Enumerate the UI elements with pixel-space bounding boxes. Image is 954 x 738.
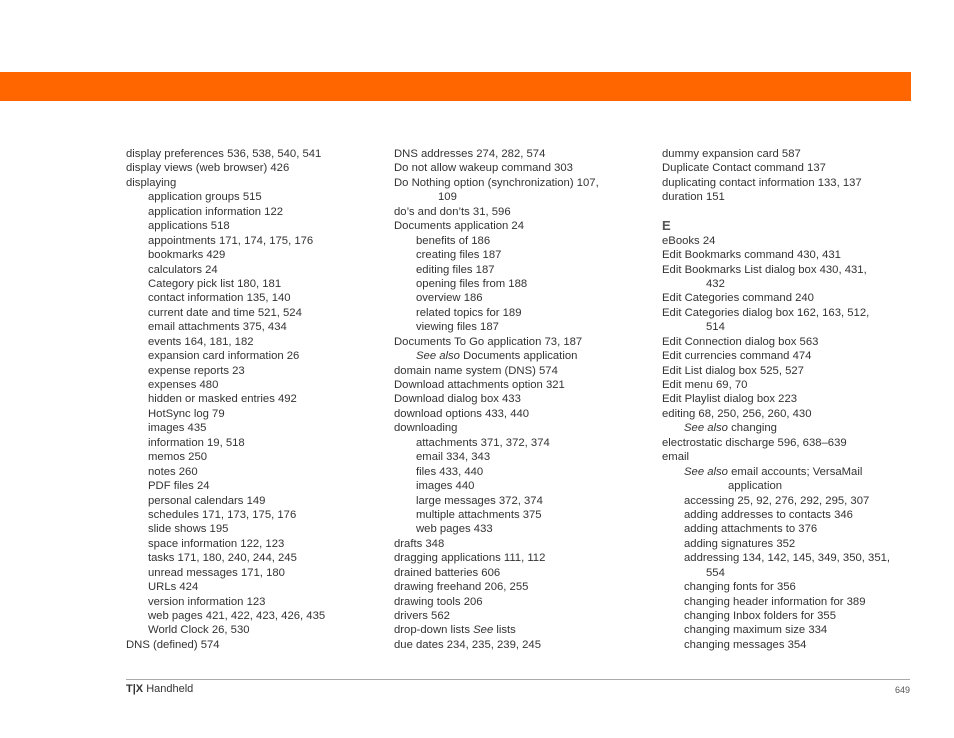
index-subentry (126, 421, 325, 435)
index-subentry (662, 522, 890, 536)
index-continuation (662, 479, 890, 493)
see-reference: See also (684, 422, 728, 435)
index-entry (394, 551, 599, 565)
entry-text: Do not allow wakeup command 303 (394, 162, 573, 175)
entry-text: duration 151 (662, 191, 725, 204)
index-entry (394, 609, 599, 623)
index-entry (126, 176, 325, 190)
index-entry (126, 161, 325, 175)
entry-text: adding signatures 352 (684, 537, 796, 550)
index-continuation (662, 320, 890, 334)
index-subentry (394, 291, 599, 305)
index-subentry (662, 508, 890, 522)
index-entry (662, 161, 890, 175)
entry-text: Edit Categories command 240 (662, 292, 814, 305)
index-subentry (126, 349, 325, 363)
entry-text: Edit List dialog box 525, 527 (662, 364, 804, 377)
entry-text: files 433, 440 (416, 465, 484, 478)
index-entry (662, 234, 890, 248)
entry-text: attachments 371, 372, 374 (416, 436, 550, 449)
entry-text: adding attachments to 376 (684, 523, 818, 536)
index-entry (394, 378, 599, 392)
index-entry (394, 595, 599, 609)
entry-text: applications 518 (148, 220, 230, 233)
index-subentry (394, 522, 599, 536)
entry-text: editing files 187 (416, 263, 495, 276)
index-subentry (126, 551, 325, 565)
index-subentry (126, 407, 325, 421)
index-entry (394, 638, 599, 652)
index-continuation (394, 190, 599, 204)
entry-text: Edit Bookmarks List dialog box 430, 431, (662, 263, 867, 276)
index-subentry (126, 205, 325, 219)
index-entry (662, 436, 890, 450)
entry-text: adding addresses to contacts 346 (684, 508, 853, 521)
entry-text: images 435 (148, 422, 207, 435)
index-subentry (394, 263, 599, 277)
entry-text: email 334, 343 (416, 451, 491, 464)
entry-text: email attachments 375, 434 (148, 321, 287, 334)
footer-product-model: T|X (126, 683, 144, 695)
index-subentry (662, 623, 890, 637)
index-subentry (126, 263, 325, 277)
entry-text: PDF files 24 (148, 480, 210, 493)
index-entry (394, 537, 599, 551)
index-subentry (126, 364, 325, 378)
entry-text: opening files from 188 (416, 277, 528, 290)
section-letter: E (662, 218, 671, 234)
entry-text: URLs 424 (148, 581, 199, 594)
index-continuation (662, 277, 890, 291)
entry-text: contact information 135, 140 (148, 292, 291, 305)
index-entry (394, 335, 599, 349)
page-number: 649 (894, 685, 910, 695)
entry-text: DNS addresses 274, 282, 574 (394, 148, 546, 160)
header-bar (0, 72, 911, 101)
entry-text: changing (727, 422, 777, 435)
entry-text: changing header information for 389 (684, 595, 866, 608)
see-reference: See also (684, 465, 728, 478)
entry-text: application groups 515 (148, 191, 262, 204)
entry-text: World Clock 26, 530 (148, 624, 250, 637)
entry-text: 514 (706, 321, 725, 334)
entry-prefix: drop-down lists (394, 624, 474, 637)
entry-text: display views (web browser) 426 (126, 162, 290, 175)
index-subentry (394, 479, 599, 493)
index-entry (662, 248, 890, 262)
index-entry (662, 263, 890, 277)
entry-text: large messages 372, 374 (416, 494, 543, 507)
entry-text: Documents application (459, 350, 578, 363)
index-entry (662, 392, 890, 406)
index-subentry (126, 609, 325, 623)
index-entry (662, 450, 890, 464)
entry-text: Duplicate Contact command 137 (662, 162, 826, 175)
entry-text: display preferences 536, 538, 540, 541 (126, 148, 322, 160)
entry-text: application information 122 (148, 205, 284, 218)
spacer (662, 205, 890, 219)
index-entry (394, 580, 599, 594)
index-subentry (394, 465, 599, 479)
index-subentry (394, 320, 599, 334)
index-subentry (662, 609, 890, 623)
entry-text: dummy expansion card 587 (662, 148, 801, 160)
entry-text: application (728, 480, 783, 493)
index-entry (394, 566, 599, 580)
entry-text: eBooks 24 (662, 234, 716, 247)
entry-text: 432 (706, 277, 725, 290)
entry-text: bookmarks 429 (148, 249, 226, 262)
index-entry (394, 392, 599, 406)
entry-text: Documents To Go application 73, 187 (394, 335, 583, 348)
index-subentry (126, 537, 325, 551)
entry-text: information 19, 518 (148, 436, 245, 449)
index-entry (394, 421, 599, 435)
index-subentry (126, 335, 325, 349)
index-entry (662, 190, 890, 204)
entry-text: Category pick list 180, 181 (148, 277, 282, 290)
index-subentry (126, 595, 325, 609)
entry-text: domain name system (DNS) 574 (394, 364, 558, 377)
index-column-2 (394, 147, 599, 652)
index-entry (662, 176, 890, 190)
index-entry (662, 147, 890, 161)
index-entry (126, 147, 325, 161)
entry-text: downloading (394, 422, 458, 435)
entry-text: drivers 562 (394, 610, 450, 622)
index-subentry (126, 450, 325, 464)
index-subentry (394, 436, 599, 450)
entry-text: unread messages 171, 180 (148, 566, 285, 579)
index-subentry (394, 349, 599, 363)
index-entry (394, 623, 599, 637)
index-subentry (126, 306, 325, 320)
index-entry (662, 349, 890, 363)
index-entry (394, 205, 599, 219)
entry-text: appointments 171, 174, 175, 176 (148, 234, 314, 247)
index-subentry (394, 494, 599, 508)
index-subentry (394, 450, 599, 464)
entry-text: memos 250 (148, 451, 208, 464)
entry-text: do’s and don’ts 31, 596 (394, 205, 511, 218)
entry-text: Edit menu 69, 70 (662, 379, 748, 391)
entry-text: changing maximum size 334 (684, 624, 828, 637)
entry-text: web pages 433 (416, 523, 493, 536)
entry-text: Documents application 24 (394, 220, 524, 233)
index-entry (394, 161, 599, 175)
entry-text: personal calendars 149 (148, 494, 266, 507)
index-subentry (126, 234, 325, 248)
see-reference: See (473, 624, 494, 637)
index-subentry (662, 494, 890, 508)
index-subentry (126, 522, 325, 536)
index-subentry (662, 551, 890, 565)
entry-text: Edit Playlist dialog box 223 (662, 393, 798, 406)
index-subentry (126, 190, 325, 204)
entry-text: expenses 480 (148, 379, 219, 391)
index-entry (394, 147, 599, 161)
entry-text: drained batteries 606 (394, 566, 501, 579)
entry-text: lists (493, 624, 516, 637)
index-subentry (126, 277, 325, 291)
index-entry (662, 378, 890, 392)
index-subentry (126, 623, 325, 637)
entry-text: current date and time 521, 524 (148, 306, 302, 319)
entry-text: tasks 171, 180, 240, 244, 245 (148, 552, 297, 565)
entry-text: HotSync log 79 (148, 407, 225, 420)
entry-text: duplicating contact information 133, 137 (662, 176, 862, 189)
index-entry (394, 219, 599, 233)
index-subentry (126, 465, 325, 479)
entry-text: images 440 (416, 480, 475, 493)
index-entry (662, 291, 890, 305)
entry-text: viewing files 187 (416, 321, 499, 334)
entry-text: creating files 187 (416, 249, 502, 262)
entry-text: dragging applications 111, 112 (394, 552, 546, 565)
index-subentry (126, 291, 325, 305)
index-subentry (662, 580, 890, 594)
entry-text: web pages 421, 422, 423, 426, 435 (148, 610, 326, 622)
entry-text: due dates 234, 235, 239, 245 (394, 638, 541, 651)
entry-text: space information 122, 123 (148, 537, 285, 550)
entry-text: accessing 25, 92, 276, 292, 295, 307 (684, 494, 870, 507)
index-subentry (394, 277, 599, 291)
entry-text: Download dialog box 433 (394, 393, 521, 406)
entry-text: Download attachments option 321 (394, 379, 565, 391)
index-subentry (126, 580, 325, 594)
index-subentry (662, 537, 890, 551)
footer-divider (126, 679, 910, 680)
index-entry (394, 407, 599, 421)
entry-text: Edit Bookmarks command 430, 431 (662, 249, 841, 262)
entry-text: download options 433, 440 (394, 407, 530, 420)
index-subentry (126, 378, 325, 392)
index-entry (662, 335, 890, 349)
index-entry (662, 306, 890, 320)
entry-text: calculators 24 (148, 263, 218, 276)
entry-text: multiple attachments 375 (416, 508, 542, 521)
entry-text: 109 (438, 191, 457, 204)
index-subentry (662, 638, 890, 652)
index-subentry (662, 465, 890, 479)
index-subentry (662, 595, 890, 609)
index-subentry (662, 421, 890, 435)
entry-text: drawing freehand 206, 255 (394, 581, 529, 594)
entry-text: electrostatic discharge 596, 638–639 (662, 436, 847, 449)
index-subentry (394, 234, 599, 248)
entry-text: displaying (126, 176, 177, 189)
entry-text: changing Inbox folders for 355 (684, 610, 836, 622)
index-subentry (394, 508, 599, 522)
index-subentry (126, 566, 325, 580)
entry-text: Edit Categories dialog box 162, 163, 512, (662, 306, 870, 319)
entry-text: DNS (defined) 574 (126, 638, 220, 651)
entry-text: expansion card information 26 (148, 350, 300, 363)
entry-text: version information 123 (148, 595, 266, 608)
entry-text: changing messages 354 (684, 638, 807, 651)
entry-text: schedules 171, 173, 175, 176 (148, 508, 297, 521)
entry-text: expense reports 23 (148, 364, 245, 377)
entry-text: events 164, 181, 182 (148, 335, 254, 348)
entry-text: drawing tools 206 (394, 595, 483, 608)
index-entry (126, 638, 325, 652)
entry-text: addressing 134, 142, 145, 349, 350, 351, (684, 552, 891, 565)
index-subentry (394, 248, 599, 262)
entry-text: benefits of 186 (416, 234, 491, 247)
entry-text: notes 260 (148, 465, 198, 478)
index-entry (662, 407, 890, 421)
entry-text: overview 186 (416, 292, 483, 305)
index-entry (394, 176, 599, 190)
index-column-3 (662, 147, 890, 652)
index-entry (662, 364, 890, 378)
index-entry (394, 364, 599, 378)
entry-text: email accounts; VersaMail (727, 465, 863, 478)
entry-text: Do Nothing option (synchronization) 107, (394, 176, 599, 189)
entry-text: slide shows 195 (148, 523, 229, 536)
index-subentry (394, 306, 599, 320)
index-subentry (126, 219, 325, 233)
index-subentry (126, 392, 325, 406)
footer-product (126, 683, 193, 695)
entry-text: email (662, 451, 689, 464)
index-subentry (126, 320, 325, 334)
see-reference: See also (416, 350, 460, 363)
entry-text: related topics for 189 (416, 306, 522, 319)
index-subentry (126, 479, 325, 493)
entry-text: Edit currencies command 474 (662, 350, 812, 363)
entry-text: drafts 348 (394, 537, 445, 550)
index-subentry (126, 436, 325, 450)
entry-text: changing fonts for 356 (684, 581, 796, 594)
entry-text: editing 68, 250, 256, 260, 430 (662, 407, 812, 420)
entry-text: Edit Connection dialog box 563 (662, 335, 819, 348)
index-column-1 (126, 147, 325, 652)
index-subentry (126, 248, 325, 262)
index-continuation (662, 566, 890, 580)
entry-text: hidden or masked entries 492 (148, 393, 297, 406)
index-subentry (126, 494, 325, 508)
entry-text: 554 (706, 566, 725, 579)
footer-product-name: Handheld (143, 683, 194, 695)
index-subentry (126, 508, 325, 522)
